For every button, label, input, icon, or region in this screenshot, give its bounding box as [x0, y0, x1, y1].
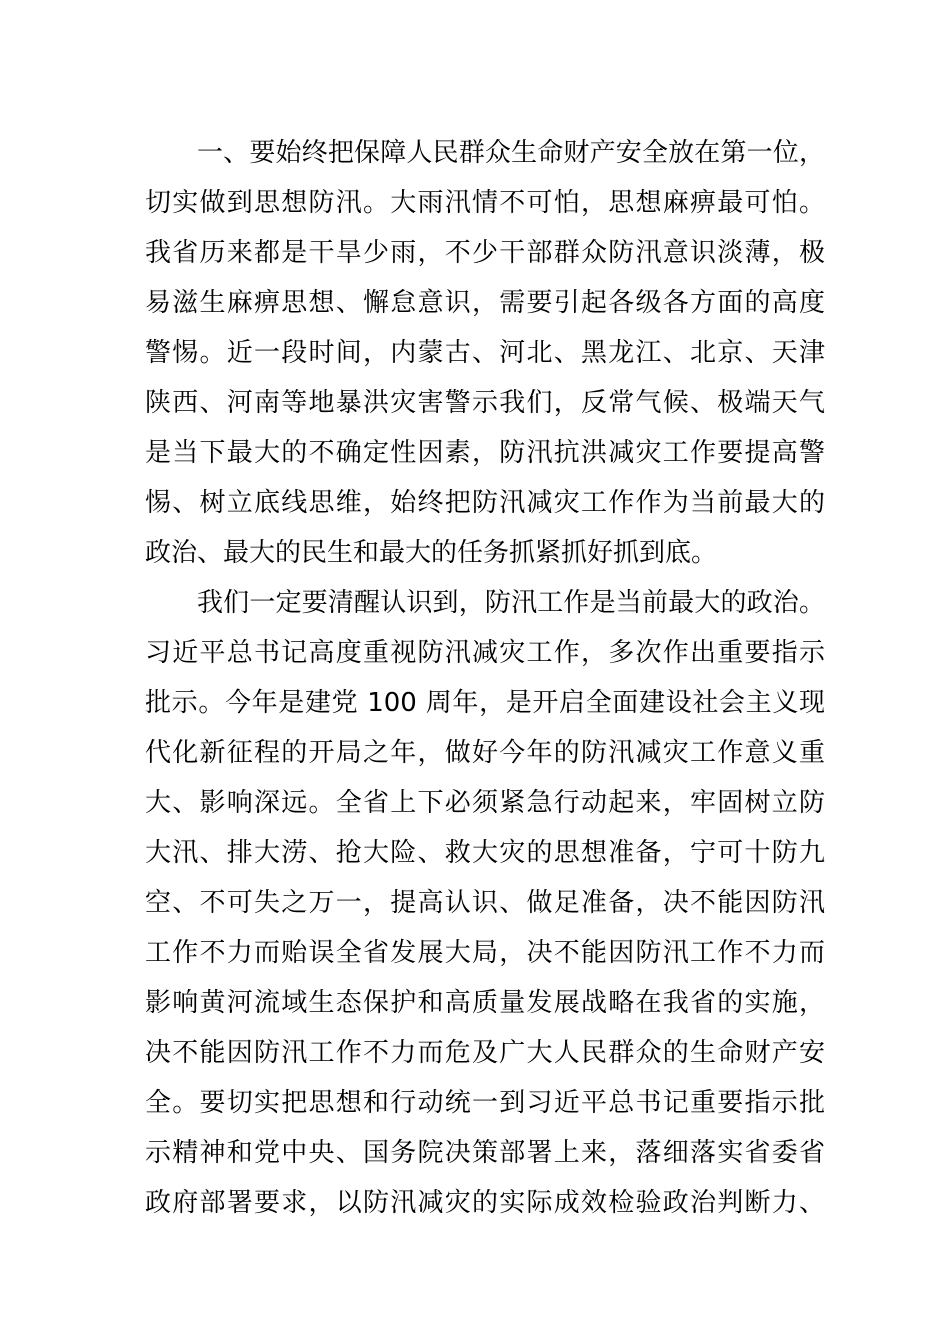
text-line: 惕、树立底线思维，始终把防汛减灾工作作为当前最大的	[145, 488, 825, 518]
body-text	[145, 128, 825, 1228]
text-line: 政府部署要求，以防汛减灾的实际成效检验政治判断力、	[145, 1188, 825, 1218]
text-line: 警惕。近一段时间，内蒙古、河北、黑龙江、北京、天津	[145, 338, 825, 368]
text-line: 示精神和党中央、国务院决策部署上来，落细落实省委省	[145, 1138, 825, 1168]
text-line: 工作不力而贻误全省发展大局，决不能因防汛工作不力而	[145, 938, 825, 968]
text-line: 切实做到思想防汛。大雨汛情不可怕，思想麻痹最可怕。	[145, 188, 825, 218]
text-line: 政治、最大的民生和最大的任务抓紧抓好抓到底。	[145, 538, 718, 568]
text-line: 是当下最大的不确定性因素，防汛抗洪减灾工作要提高警	[145, 438, 825, 468]
text-line: 易滋生麻痹思想、懈怠意识，需要引起各级各方面的高度	[145, 288, 825, 318]
text-line: 陕西、河南等地暴洪灾害警示我们，反常气候、极端天气	[145, 388, 825, 418]
text-line: 影响黄河流域生态保护和高质量发展战略在我省的实施，	[145, 988, 825, 1018]
paragraph-1	[145, 128, 825, 578]
text-line: 大汛、排大涝、抢大险、救大灾的思想准备，宁可十防九	[145, 838, 825, 868]
text-line: 全。要切实把思想和行动统一到习近平总书记重要指示批	[145, 1088, 825, 1118]
text-line: 代化新征程的开局之年，做好今年的防汛减灾工作意义重	[145, 738, 825, 768]
text-line: 大、影响深远。全省上下必须紧急行动起来，牢固树立防	[145, 788, 825, 818]
text-line: 批示。今年是建党 100 周年，是开启全面建设社会主义现	[145, 688, 825, 718]
text-line: 我省历来都是干旱少雨，不少干部群众防汛意识淡薄，极	[145, 238, 825, 268]
paragraph-2	[145, 578, 825, 1228]
text-line: 一、要始终把保障人民群众生命财产安全放在第一位，	[197, 138, 825, 168]
text-line: 空、不可失之万一，提高认识、做足准备，决不能因防汛	[145, 888, 825, 918]
text-line: 习近平总书记高度重视防汛减灾工作，多次作出重要指示	[145, 638, 825, 668]
text-line: 决不能因防汛工作不力而危及广大人民群众的生命财产安	[145, 1038, 825, 1068]
text-line: 我们一定要清醒认识到，防汛工作是当前最大的政治。	[197, 588, 825, 618]
